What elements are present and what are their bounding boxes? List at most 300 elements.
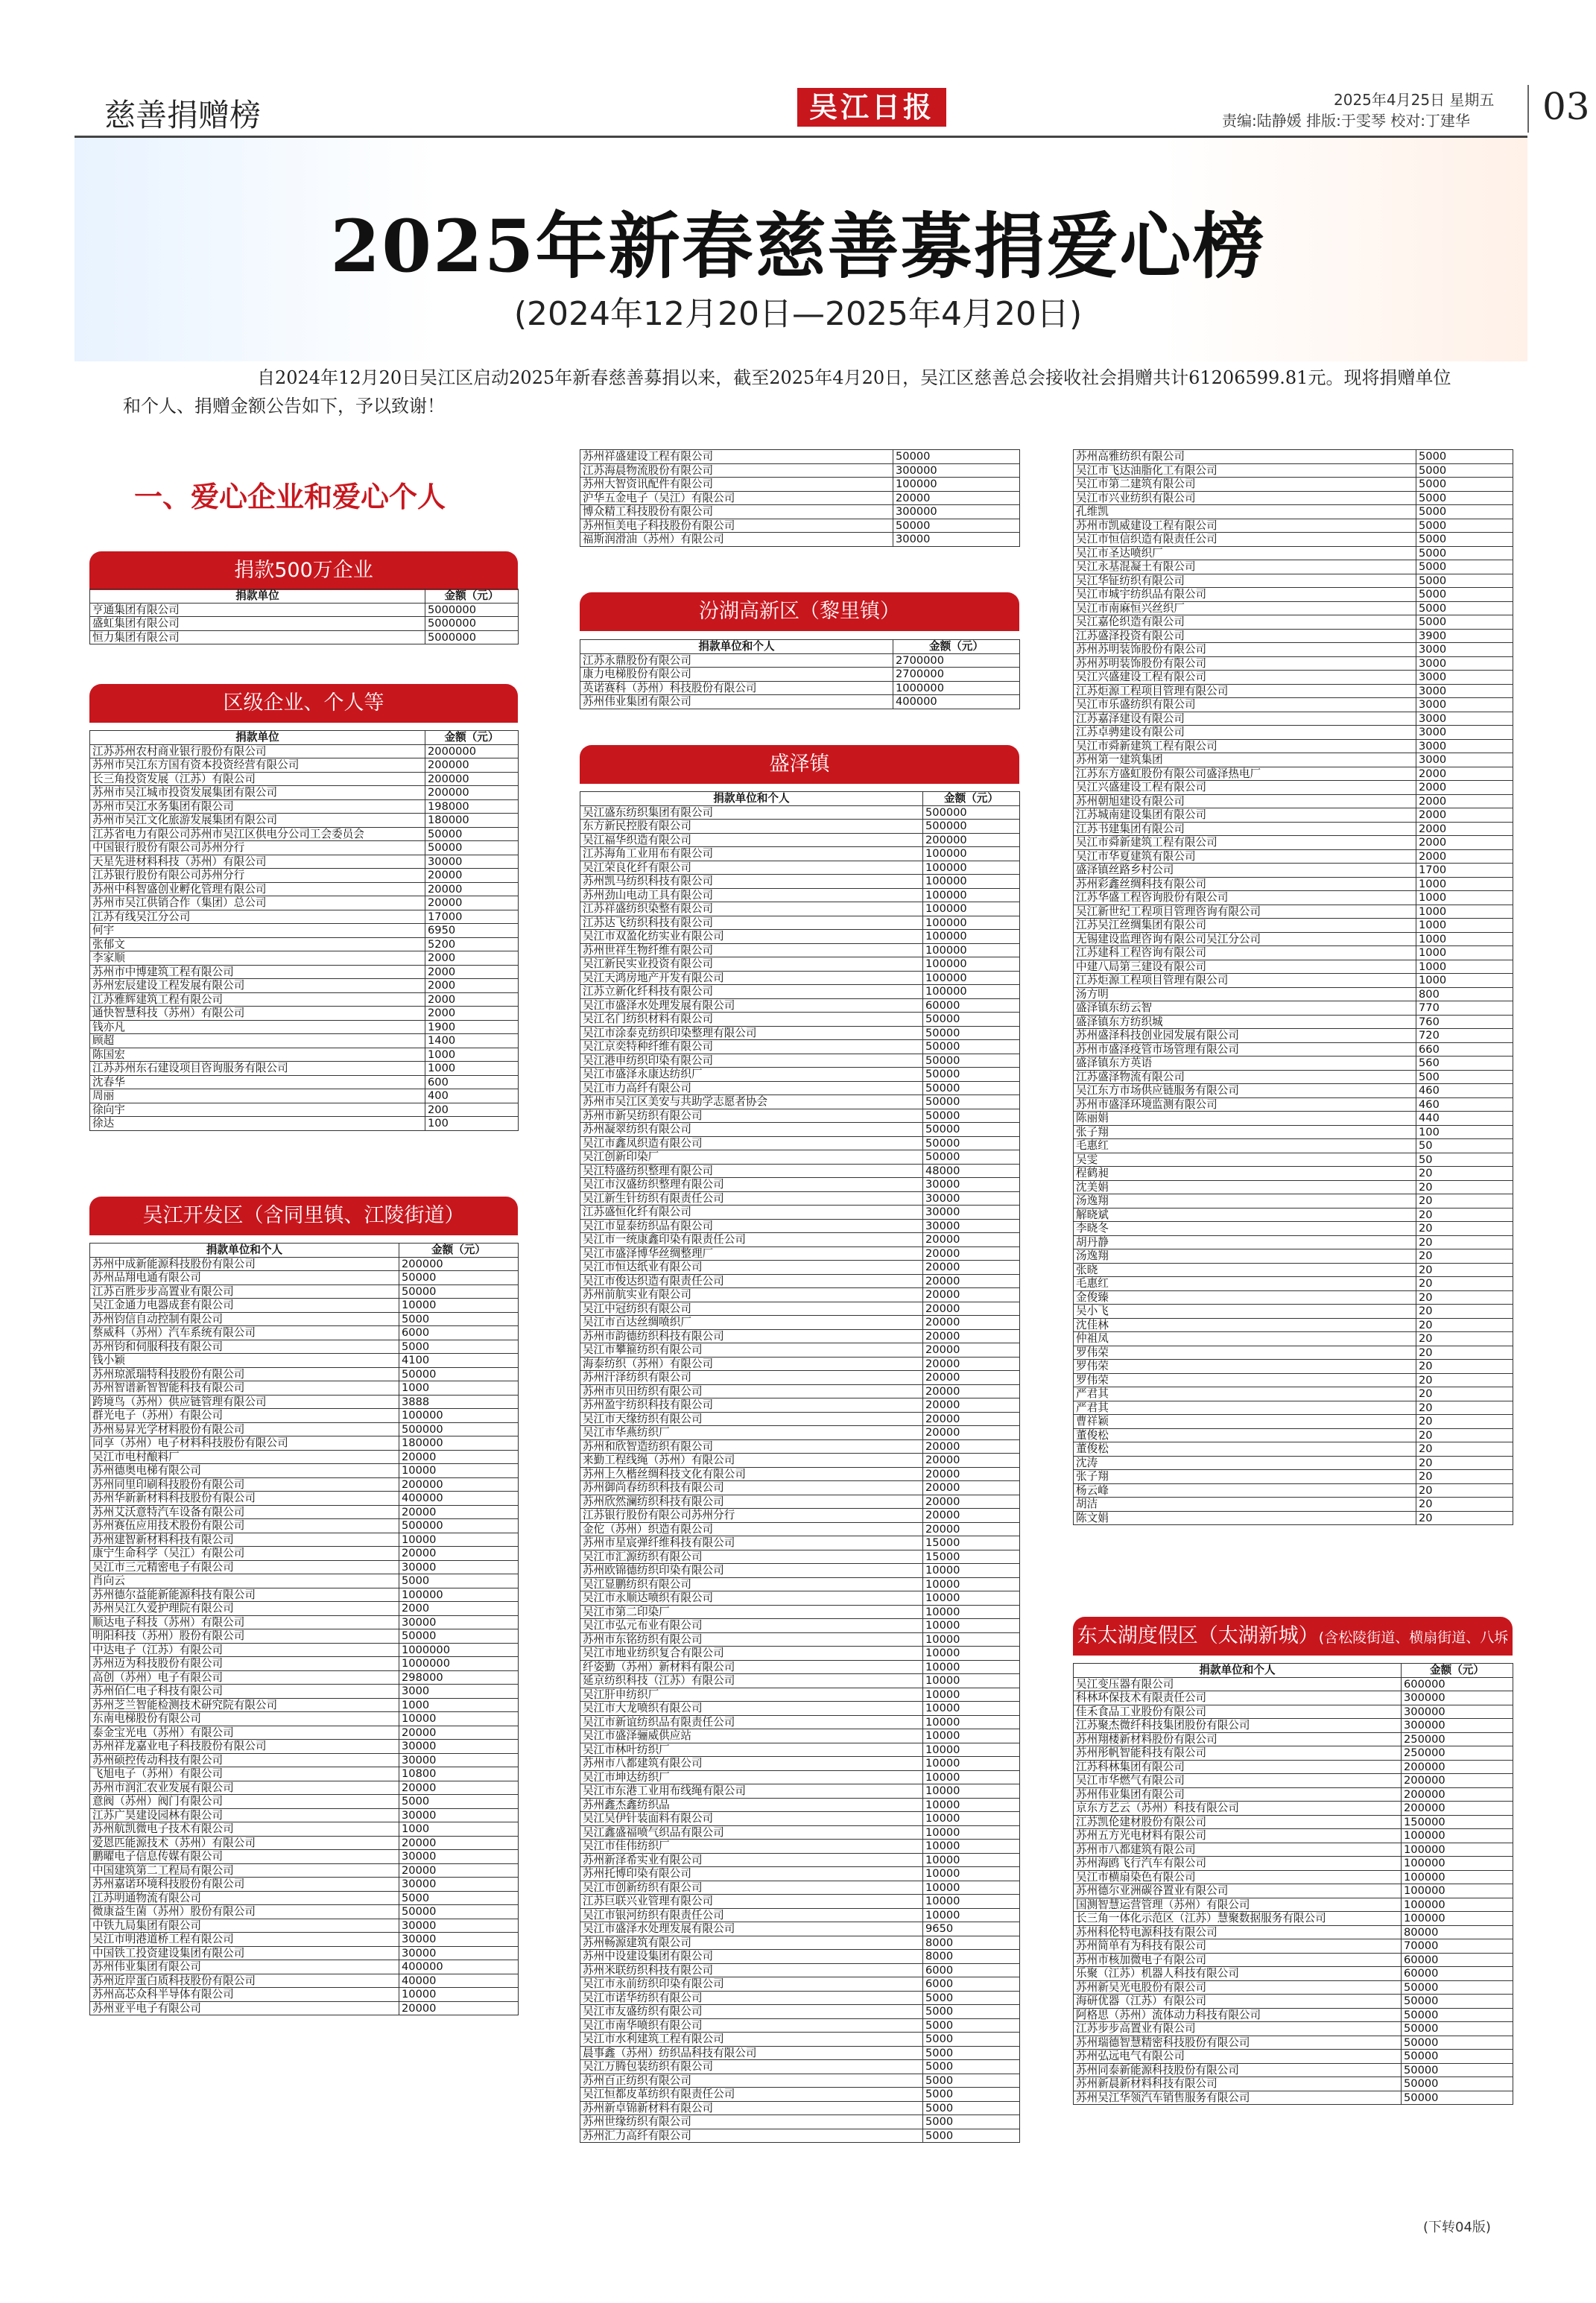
donation-amount: 6000	[923, 1977, 1020, 1992]
table-row	[580, 1329, 1020, 1343]
donation-amount: 48000	[923, 1164, 1020, 1178]
donor-name: 苏州市吴江水务集团有限公司	[90, 799, 425, 814]
donation-amount: 20	[1416, 1498, 1513, 1512]
table-row	[1074, 712, 1513, 726]
donation-amount: 30000	[923, 1219, 1020, 1233]
donation-amount: 20	[1416, 1305, 1513, 1319]
donation-amount: 10000	[923, 1798, 1020, 1812]
column-header: 金额（元）	[425, 589, 519, 604]
donor-name: 晨事鑫（苏州）纺织品科技有限公司	[580, 2046, 923, 2060]
donor-name: 来勤工程线绳（苏州）有限公司	[580, 1454, 923, 1468]
donation-amount: 2000	[1416, 836, 1513, 850]
table-row	[90, 2001, 519, 2015]
table-row	[90, 1960, 519, 1974]
table-row	[90, 1477, 519, 1492]
donor-name: 吴江市电村酿料厂	[90, 1450, 399, 1464]
table-row	[580, 1825, 1020, 1840]
table-row	[580, 1316, 1020, 1330]
donation-amount: 1900	[425, 1020, 519, 1034]
table-row	[1074, 1263, 1513, 1277]
table-header-row	[90, 589, 519, 604]
donation-amount: 50000	[923, 1068, 1020, 1082]
donation-table	[580, 791, 1020, 2143]
donation-amount: 10000	[923, 1867, 1020, 1881]
donor-name: 李晓冬	[1074, 1222, 1416, 1236]
table-row	[580, 1136, 1020, 1150]
donation-amount: 10000	[923, 1632, 1020, 1647]
donation-amount: 50000	[923, 1054, 1020, 1068]
donor-name: 中达电子（江苏）有限公司	[90, 1643, 399, 1657]
table-row	[90, 1615, 519, 1629]
donation-amount: 50000	[399, 1367, 519, 1381]
table-row	[580, 1178, 1020, 1192]
donation-amount: 20	[1416, 1277, 1513, 1291]
donor-name: 苏州新卓锦新材料有限公司	[580, 2101, 923, 2115]
donor-name: 苏州嘉诺环境科技股份有限公司	[90, 1878, 399, 1892]
table-row	[1074, 1691, 1513, 1705]
donation-amount: 200000	[425, 758, 519, 773]
donation-amount: 660	[1416, 1042, 1513, 1057]
donor-name: 吴江市显泰纺织品有限公司	[580, 1219, 923, 1233]
table-header-row	[580, 792, 1020, 806]
donor-name: 陈丽娟	[1074, 1112, 1416, 1126]
donor-name: 苏州赛伍应用技术股份有限公司	[90, 1519, 399, 1533]
table-row	[580, 668, 1020, 682]
donation-amount: 2000	[425, 951, 519, 966]
table-row	[580, 1219, 1020, 1233]
donor-name: 曹祥颖	[1074, 1415, 1416, 1429]
table-row	[1074, 1167, 1513, 1181]
table-row	[1074, 588, 1513, 602]
donor-name: 吴小飞	[1074, 1305, 1416, 1319]
donation-amount: 500000	[399, 1519, 519, 1533]
donation-amount: 20000	[399, 1505, 519, 1519]
column-header: 捐款单位和个人	[580, 792, 923, 806]
donor-name: 苏州硕控传动科技有限公司	[90, 1753, 399, 1767]
donation-amount: 50000	[923, 1081, 1020, 1095]
donation-amount: 30000	[923, 1178, 1020, 1192]
table-row	[1074, 1249, 1513, 1264]
column-header: 捐款单位和个人	[580, 640, 893, 654]
table-row	[580, 505, 1020, 519]
donation-amount: 10000	[399, 1988, 519, 2002]
donor-name: 胡丹静	[1074, 1235, 1416, 1249]
column-header: 金额（元）	[399, 1244, 519, 1258]
donor-name: 吴江万腾包装纺织有限公司	[580, 2060, 923, 2074]
donor-name: 苏州艾沃意特汽车设备有限公司	[90, 1505, 399, 1519]
table-row	[1074, 739, 1513, 753]
donor-name: 鹏曜电子信息传媒有限公司	[90, 1850, 399, 1864]
donor-name: 周丽	[90, 1089, 425, 1103]
donor-name: 吴江福华织造有限公司	[580, 833, 923, 847]
table-row	[1074, 2036, 1513, 2050]
donor-name: 江苏聚杰微纤科技集团股份有限公司	[1074, 1719, 1402, 1733]
table-row	[1074, 491, 1513, 505]
donation-amount: 30000	[399, 1933, 519, 1947]
table-row	[90, 1836, 519, 1850]
donor-name: 吴江市盛泽骊威供应站	[580, 1729, 923, 1743]
donor-name: 吴江嘉伦织造有限公司	[1074, 615, 1416, 630]
donor-name: 吴江兴盛建设工程有限公司	[1074, 781, 1416, 795]
donation-amount: 50000	[425, 827, 519, 841]
donor-name: 苏州市新吴纺织有限公司	[580, 1109, 923, 1123]
donor-name: 苏州世缘纺织有限公司	[580, 2115, 923, 2129]
donation-amount: 2000	[1416, 808, 1513, 823]
donor-name: 苏州凯马纺织科技有限公司	[580, 875, 923, 889]
donor-name: 海泰纺织（苏州）有限公司	[580, 1357, 923, 1371]
donation-amount: 20	[1416, 1470, 1513, 1484]
donor-name: 苏州佰仁电子科技有限公司	[90, 1685, 399, 1699]
page-number: 03	[1527, 85, 1590, 133]
donation-amount: 20	[1416, 1511, 1513, 1525]
table-row	[580, 491, 1020, 505]
table-row	[580, 1715, 1020, 1729]
table-row	[580, 533, 1020, 547]
table-row	[1074, 546, 1513, 560]
donor-name: 吴江肝申纺织厂	[580, 1688, 923, 1702]
donation-amount: 50000	[893, 450, 1020, 464]
table-row	[1074, 974, 1513, 988]
donor-name: 江苏百胜步步高置业有限公司	[90, 1284, 399, 1299]
donor-name: 江苏巨联兴业管理有限公司	[580, 1895, 923, 1909]
table-row	[1074, 1001, 1513, 1016]
table-row	[1074, 1732, 1513, 1746]
issue-date: 2025年4月25日 星期五	[1334, 91, 1495, 109]
donation-amount: 20	[1416, 1235, 1513, 1249]
donor-name: 吴江名门纺织材料有限公司	[580, 1013, 923, 1027]
donation-amount: 50000	[1402, 1980, 1513, 1995]
table-row	[90, 937, 519, 951]
donor-name: 江苏广昊建设园林有限公司	[90, 1808, 399, 1822]
donor-name: 江苏苏州农村商业银行股份有限公司	[90, 744, 425, 758]
donation-amount: 20000	[923, 1467, 1020, 1481]
donor-name: 苏州世祥生物纤维有限公司	[580, 943, 923, 957]
table-row	[1074, 1139, 1513, 1153]
donor-name: 吴江市大龙喷织有限公司	[580, 1702, 923, 1716]
donor-name: 纤姿勤（苏州）新材料有限公司	[580, 1660, 923, 1674]
donation-amount: 10000	[399, 1533, 519, 1547]
donor-name: 吴江市攀箍纺织有限公司	[580, 1343, 923, 1358]
donor-name: 苏州易昇光学材料股份有限公司	[90, 1422, 399, 1436]
table-row	[1074, 808, 1513, 823]
donation-amount: 20000	[923, 1246, 1020, 1261]
donation-amount: 2000	[1416, 794, 1513, 808]
table-row	[90, 882, 519, 896]
table-row	[1074, 1222, 1513, 1236]
donation-amount: 1700	[1416, 864, 1513, 878]
donor-name: 苏州吴江久爱护理院有限公司	[90, 1602, 399, 1616]
donor-name: 吴江市第二建筑有限公司	[1074, 478, 1416, 492]
table-row	[580, 1647, 1020, 1661]
column-header: 金额（元）	[893, 640, 1020, 654]
donation-amount: 20000	[923, 1439, 1020, 1454]
donor-name: 江苏海角工业用布有限公司	[580, 847, 923, 861]
donor-name: 吴江市坤达纺织厂	[580, 1770, 923, 1784]
donation-amount: 5000	[399, 1340, 519, 1354]
table-row	[1074, 1180, 1513, 1194]
donor-name: 苏州苏明装饰股份有限公司	[1074, 643, 1416, 657]
donor-name: 江苏祥盛纺织染整有限公司	[580, 902, 923, 916]
donor-name: 吴江市一统康鑫印染有限责任公司	[580, 1233, 923, 1247]
table-row	[1074, 1829, 1513, 1843]
donor-name: 孔维凯	[1074, 505, 1416, 519]
table-banner	[89, 684, 518, 723]
donation-amount: 5000	[923, 2074, 1020, 2088]
donor-name: 吴江新民实业投资有限公司	[580, 957, 923, 972]
donation-amount: 180000	[399, 1436, 519, 1451]
table-row	[580, 2129, 1020, 2143]
donation-amount: 10800	[399, 1767, 519, 1781]
donation-amount: 5000	[1416, 574, 1513, 588]
donor-name: 江苏省电力有限公司苏州市吴江区供电分公司工会委员会	[90, 827, 425, 841]
donation-amount: 20	[1416, 1387, 1513, 1401]
table-row	[90, 1340, 519, 1354]
donor-name: 明阳科技（苏州）股份有限公司	[90, 1629, 399, 1644]
donation-amount: 4100	[399, 1354, 519, 1368]
donation-amount: 40000	[399, 1974, 519, 1988]
donation-amount: 100000	[1402, 1898, 1513, 1912]
table-title: 吴江开发区（含同里镇、江陵街道）	[142, 1204, 465, 1227]
table-row	[580, 1908, 1020, 1922]
donor-name: 吴江市恒信织造有限责任公司	[1074, 533, 1416, 547]
donor-name: 吴江市鑫凤织造有限公司	[580, 1136, 923, 1150]
donor-name: 苏州市星宸弹纤维科技有限公司	[580, 1536, 923, 1550]
table-row	[1074, 1290, 1513, 1305]
table-row	[580, 1577, 1020, 1591]
donation-amount: 300000	[1402, 1705, 1513, 1719]
donor-name: 吴江市银河纺织有限责任公司	[580, 1908, 923, 1922]
table-row	[1074, 601, 1513, 615]
donor-name: 福斯润滑油（苏州）有限公司	[580, 533, 893, 547]
table-row	[1074, 1277, 1513, 1291]
donation-amount: 5000	[923, 2033, 1020, 2047]
table-row	[90, 1685, 519, 1699]
table-row	[1074, 1015, 1513, 1029]
table-row	[1074, 671, 1513, 685]
donor-name: 吴江变压器有限公司	[1074, 1677, 1402, 1691]
table-row	[90, 1062, 519, 1076]
donor-name: 苏州恒美电子科技股份有限公司	[580, 519, 893, 533]
donor-name: 金佗（苏州）织造有限公司	[580, 1522, 923, 1536]
donation-amount: 20000	[923, 1398, 1020, 1413]
donor-name: 吴江京奕特种纤维有限公司	[580, 1040, 923, 1054]
donor-name: 苏州祥龙嘉业电子科技股份有限公司	[90, 1740, 399, 1754]
donor-name: 吴江特盛纺织整理有限公司	[580, 1164, 923, 1178]
table-row	[1074, 1442, 1513, 1457]
donation-amount: 20	[1416, 1456, 1513, 1470]
donation-amount: 1000	[425, 1062, 519, 1076]
donation-amount: 1000	[399, 1822, 519, 1837]
table-row	[1074, 1967, 1513, 1981]
donation-amount: 5000	[399, 1795, 519, 1809]
donation-amount: 5000	[1416, 601, 1513, 615]
donor-name: 苏州百正纺织有限公司	[580, 2074, 923, 2088]
donor-name: 苏州市八都建筑有限公司	[580, 1757, 923, 1771]
donor-name: 盛泽镇东方英语	[1074, 1057, 1416, 1071]
donation-amount: 5000	[1416, 588, 1513, 602]
table-row	[90, 951, 519, 966]
donor-name: 苏州御尚春纺织科技有限公司	[580, 1481, 923, 1495]
donor-name: 吴江市佳伟纺织厂	[580, 1840, 923, 1854]
donation-amount: 3000	[1416, 643, 1513, 657]
donation-amount: 5000	[1416, 615, 1513, 630]
donor-name: 微康益生菌（苏州）股份有限公司	[90, 1905, 399, 1919]
donor-name: 苏州盈宇纺织科技有限公司	[580, 1398, 923, 1413]
continued-note: (下转04版)	[1423, 2220, 1491, 2235]
table-row	[580, 1026, 1020, 1040]
donation-amount: 5000	[399, 1312, 519, 1326]
donation-amount: 6950	[425, 924, 519, 938]
donor-name: 无锡建设监理咨询有限公司吴江分公司	[1074, 932, 1416, 946]
donation-amount: 20000	[923, 1495, 1020, 1509]
donor-name: 长三角一体化示范区（江苏）慧聚数据服务有限公司	[1074, 1912, 1402, 1926]
donor-name: 苏州伟业集团有限公司	[580, 695, 893, 709]
donor-name: 张郁文	[90, 937, 425, 951]
donation-amount: 100	[1416, 1125, 1513, 1139]
donor-name: 吴江市东港工业用布线绳有限公司	[580, 1784, 923, 1799]
table-row	[1074, 1857, 1513, 1871]
donation-amount: 8000	[923, 1936, 1020, 1950]
table-row	[1074, 1705, 1513, 1719]
donor-name: 苏州前航实业有限公司	[580, 1288, 923, 1302]
donor-name: 沈美娟	[1074, 1180, 1416, 1194]
table-row	[90, 1492, 519, 1506]
donation-amount: 5000	[1416, 478, 1513, 492]
table-row	[90, 1863, 519, 1878]
table-row	[1074, 1815, 1513, 1829]
donor-name: 吴江市俊达织造有限责任公司	[580, 1274, 923, 1288]
table-row	[580, 2074, 1020, 2088]
donation-table	[1073, 449, 1513, 1525]
donation-amount: 30000	[399, 1878, 519, 1892]
donation-amount: 1000	[425, 1048, 519, 1062]
donation-amount: 10000	[923, 1895, 1020, 1909]
donor-name: 徐向宇	[90, 1103, 425, 1117]
table-row	[1074, 1774, 1513, 1788]
table-row	[580, 998, 1020, 1013]
donation-amount: 3000	[1416, 684, 1513, 698]
table-row	[580, 1743, 1020, 1757]
table-row	[1074, 1112, 1513, 1126]
table-row	[1074, 1884, 1513, 1898]
table-row	[90, 786, 519, 800]
table-row	[580, 1164, 1020, 1178]
table-row	[580, 1632, 1020, 1647]
table-row	[90, 1891, 519, 1905]
table-row	[1074, 1843, 1513, 1857]
donor-name: 同享（苏州）电子材料科技股份有限公司	[90, 1436, 399, 1451]
donor-name: 苏州伟业集团有限公司	[1074, 1787, 1402, 1802]
donation-amount: 500	[1416, 1070, 1513, 1084]
donation-amount: 20	[1416, 1373, 1513, 1387]
table-row	[1074, 2091, 1513, 2105]
table-title: 汾湖高新区（黎里镇）	[699, 600, 900, 623]
table-row	[90, 1409, 519, 1423]
table-row	[90, 1726, 519, 1740]
table-row	[1074, 1953, 1513, 1967]
table-row	[1074, 1097, 1513, 1112]
donor-name: 金俊臻	[1074, 1290, 1416, 1305]
donor-name: 苏州宏辰建设工程发展有限公司	[90, 979, 425, 993]
donor-name: 苏州盛泽科技创业园发展有限公司	[1074, 1029, 1416, 1043]
donor-name: 吴江盛东纺织集团有限公司	[580, 805, 923, 820]
donor-name: 江苏城南建设集团有限公司	[1074, 808, 1416, 823]
donor-name: 吴江市百达丝绸喷织厂	[580, 1316, 923, 1330]
donation-amount: 20000	[425, 896, 519, 910]
table-row	[90, 1933, 519, 1947]
table-row	[90, 1974, 519, 1988]
donation-amount: 2000	[425, 1007, 519, 1021]
donor-name: 苏州近岸蛋白质科技股份有限公司	[90, 1974, 399, 1988]
donor-name: 吴江市林叶纺织厂	[580, 1743, 923, 1757]
donation-amount: 20	[1416, 1483, 1513, 1498]
table-row	[90, 896, 519, 910]
donor-name: 吴江市舜新建筑工程有限公司	[1074, 739, 1416, 753]
donor-name: 吴江市涂泰克纺织印染整理有限公司	[580, 1026, 923, 1040]
donation-amount: 10000	[923, 1881, 1020, 1895]
donor-name: 吴江新生针纺织有限责任公司	[580, 1191, 923, 1206]
donation-amount: 20000	[923, 1384, 1020, 1398]
donation-amount: 5000	[923, 2060, 1020, 2074]
column-header: 捐款单位	[90, 731, 425, 745]
table-row	[90, 1657, 519, 1671]
donation-amount: 30000	[399, 1560, 519, 1574]
table-row	[1074, 1235, 1513, 1249]
donation-amount: 20	[1416, 1346, 1513, 1360]
table-row	[1074, 1498, 1513, 1512]
table-row	[1074, 781, 1513, 795]
donor-name: 吴江市盛泽水处理发展有限公司	[580, 1922, 923, 1936]
table-row	[1074, 463, 1513, 478]
donor-name: 盛泽镇东方纺织城	[1074, 1015, 1416, 1029]
donor-name: 江苏东方盛虹股份有限公司盛泽热电厂	[1074, 767, 1416, 781]
donor-name: 吴江市双盈化纺实业有限公司	[580, 930, 923, 944]
donor-name: 沪华五金电子（吴江）有限公司	[580, 491, 893, 505]
table-row	[90, 869, 519, 883]
donation-amount: 10000	[399, 1464, 519, 1478]
donation-amount: 1000	[1416, 905, 1513, 919]
table-row	[90, 1670, 519, 1685]
donation-amount: 30000	[399, 1615, 519, 1629]
donation-amount: 50000	[923, 1150, 1020, 1165]
donor-name: 飞旭电子（苏州）有限公司	[90, 1767, 399, 1781]
donation-amount: 50000	[923, 1123, 1020, 1137]
table-row	[580, 1495, 1020, 1509]
donor-name: 江苏雅辉建筑工程有限公司	[90, 992, 425, 1007]
table-row	[90, 1048, 519, 1062]
table-row	[1074, 698, 1513, 712]
table-row	[1074, 1898, 1513, 1912]
donor-name: 张晓	[1074, 1263, 1416, 1277]
donation-amount: 10000	[399, 1712, 519, 1726]
table-row	[580, 450, 1020, 464]
table-row	[90, 1257, 519, 1271]
donor-name: 佳禾食品工业股份有限公司	[1074, 1705, 1402, 1719]
table-row	[580, 1274, 1020, 1288]
donor-name: 吴江市弘元布业有限公司	[580, 1619, 923, 1633]
table-row	[1074, 919, 1513, 933]
donor-name: 苏州彩鑫丝绸科技有限公司	[1074, 877, 1416, 891]
donation-amount: 2000	[1416, 849, 1513, 864]
donor-name: 苏州市吴江文化旅游发展集团有限公司	[90, 814, 425, 828]
table-row	[580, 1702, 1020, 1716]
donor-name: 江苏盛泽物流有限公司	[1074, 1070, 1416, 1084]
donor-name: 苏州祥盛建设工程有限公司	[580, 450, 893, 464]
donor-name: 江苏永鼎股份有限公司	[580, 653, 893, 668]
donation-amount: 100000	[399, 1588, 519, 1602]
table-row	[1074, 629, 1513, 643]
donor-name: 吴江市城宇纺织品有限公司	[1074, 588, 1416, 602]
